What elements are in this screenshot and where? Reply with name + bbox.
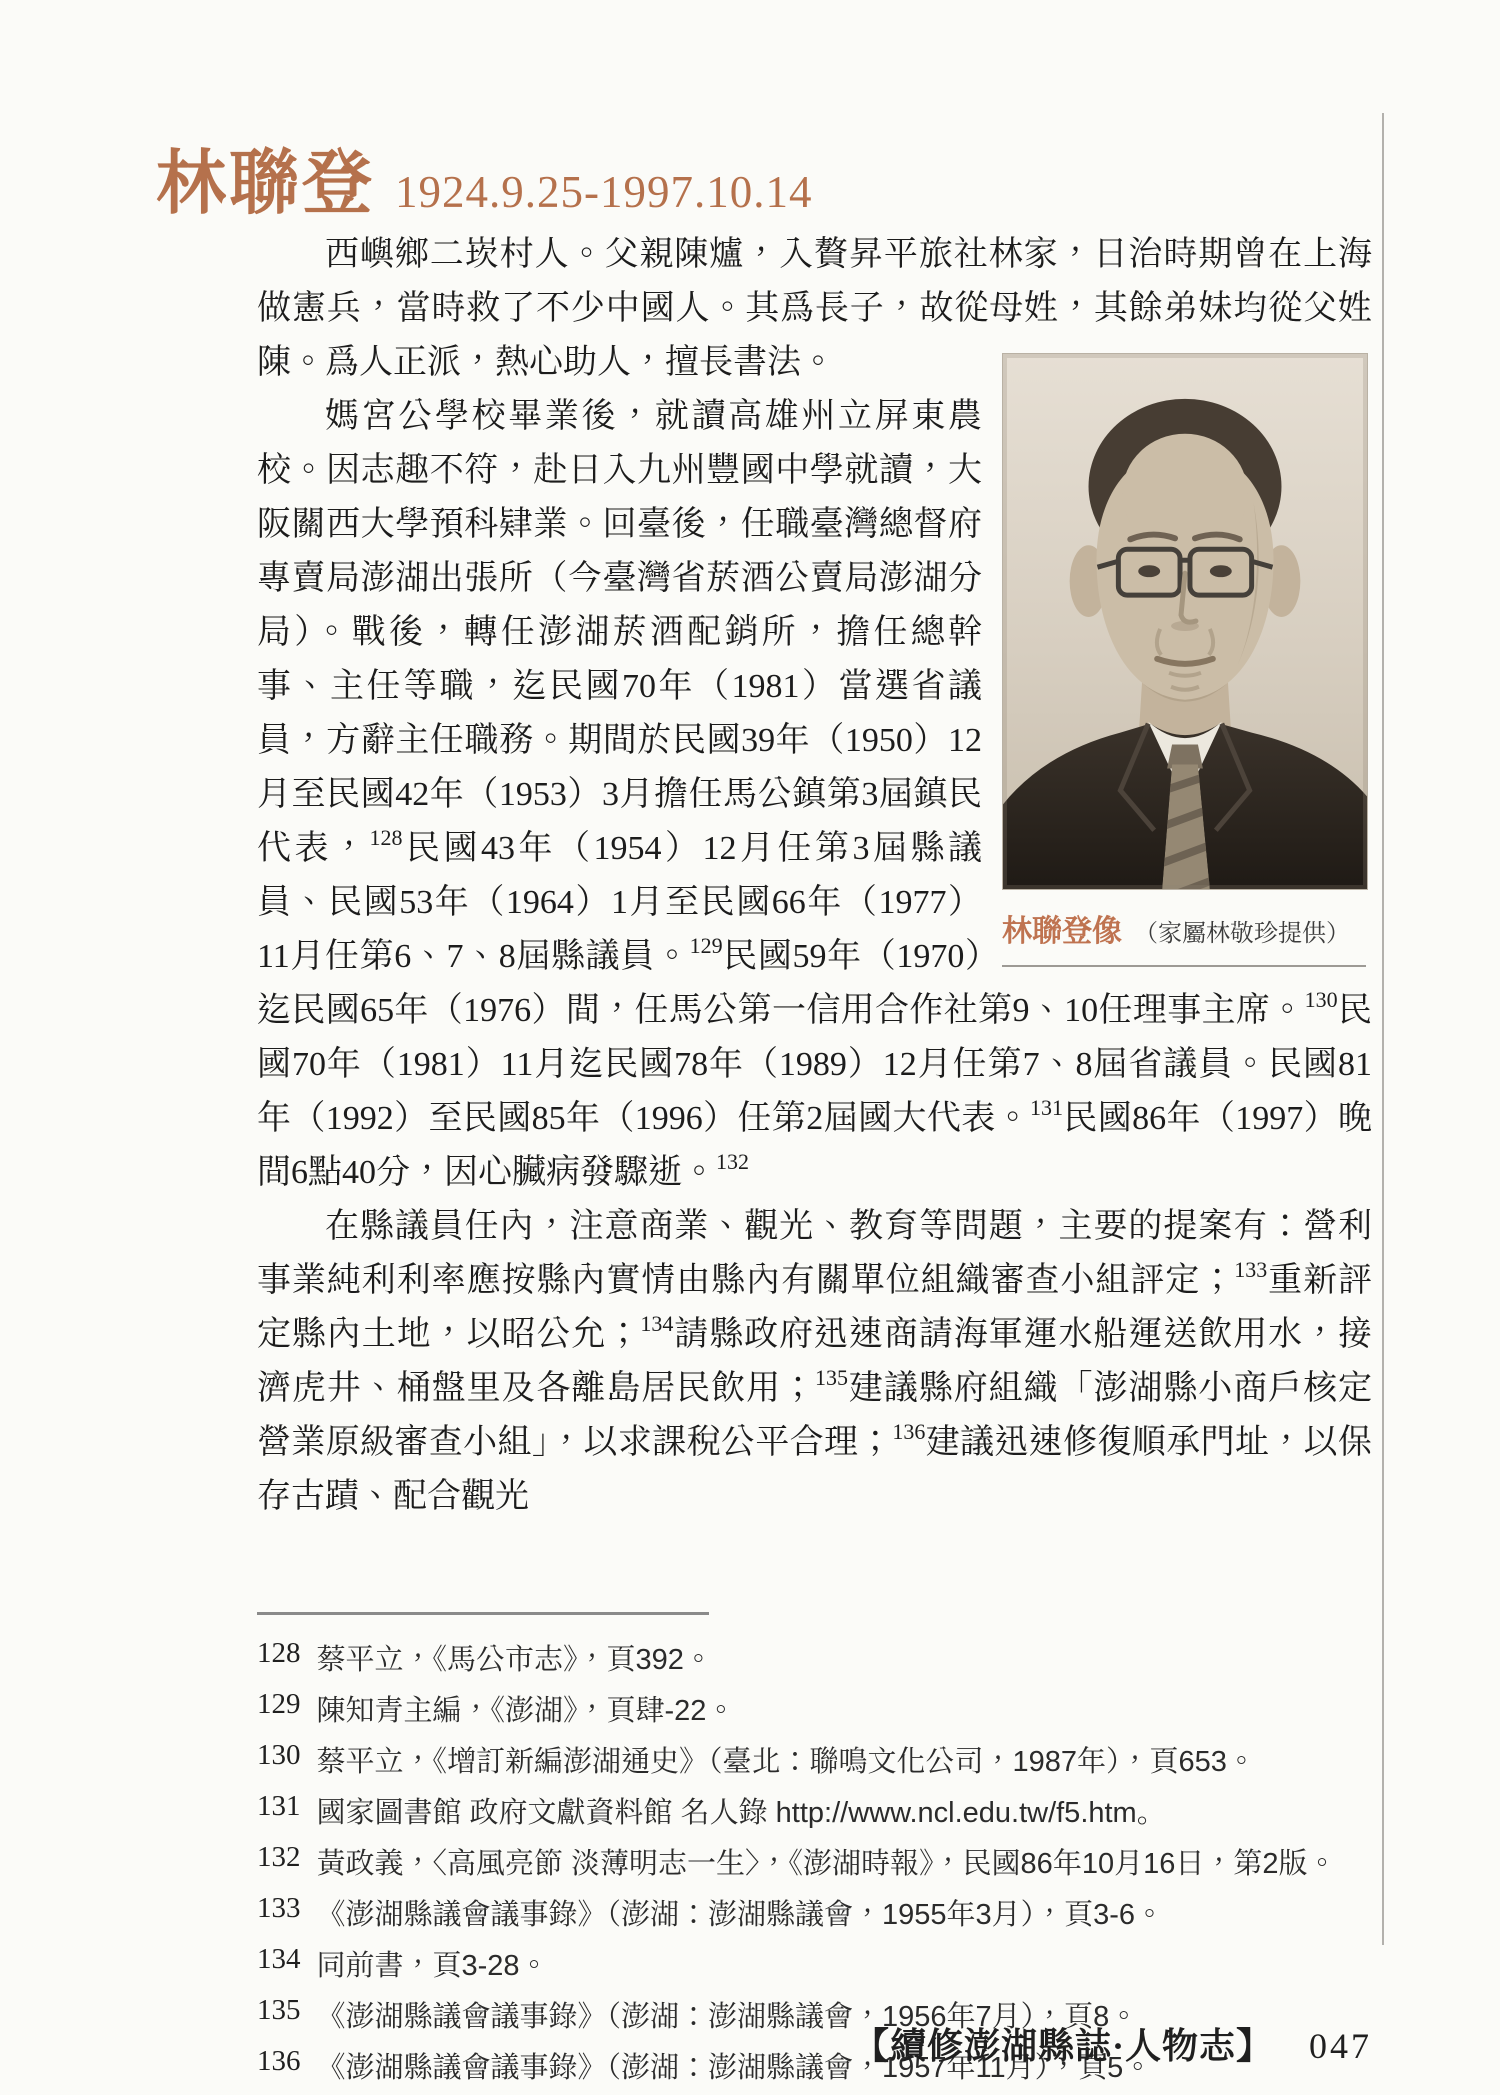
page-number: 047 <box>1309 2026 1372 2066</box>
caption-divider <box>1002 965 1366 967</box>
page-margin-rule <box>1382 113 1384 1945</box>
footnote-ref: 136 <box>892 1419 926 1444</box>
footnote-text: 黃政義，〈高風亮節 淡薄明志一生〉，《澎湖時報》，民國86年10月16日，第2版。 <box>316 1848 1337 1880</box>
body-text: 西嶼鄉二崁村人。父親陳爐，入贅昇平旅社林家，日治時期曾在上海做憲兵，當時救了不少中國人。其爲長子，故從母姓，其餘弟妹均從父姓陳。爲人正派，熱心助人，擅長書法。 <box>257 236 1372 381</box>
photo-caption <box>1002 906 1368 950</box>
footnote-item <box>257 1682 1373 1733</box>
footnote-ref: 130 <box>1304 987 1338 1012</box>
footnote-ref: 129 <box>689 933 723 958</box>
footnote-number: 129 <box>257 1688 301 1720</box>
footnote-number: 132 <box>257 1841 301 1873</box>
footnote-item <box>257 1835 1373 1886</box>
body-text: 建議迅速修復順承門址，以保存古蹟、配合觀光 <box>257 1424 1373 1515</box>
footnote-ref: 132 <box>716 1149 749 1174</box>
body-text: 民國43年（1954）12月任第3屆縣議員、民國53年（1964）1月至民國66年（1977）11月任第6、7、8屆縣議員。 <box>257 830 982 975</box>
footnote-ref: 128 <box>369 825 403 850</box>
footnote-number: 131 <box>257 1790 301 1822</box>
body-text: 在縣議員任內，注意商業、觀光、教育等問題，主要的提案有：營利事業純利利率應按縣內實情由縣內有關單位組織審查小組評定； <box>257 1208 1372 1299</box>
body-text: 民國59年（1970）迄民國65年（1976）間，任馬公第一信用合作社第9、10任理事主席。 <box>257 938 1305 1029</box>
footnote-text: 《澎湖縣議會議事錄》（澎湖：澎湖縣議會，1956年7月），頁8。 <box>316 2001 1139 2033</box>
body-text: 民國86年（1997）晚間6點40分，因心臟病發驟逝。 <box>257 1100 1373 1191</box>
footnote-text: 國家圖書館 政府文獻資料館 名人錄 http://www.ncl.edu.tw/f5.htm。 <box>316 1797 1166 1829</box>
footnote-number: 130 <box>257 1739 301 1771</box>
footnote-separator <box>257 1612 709 1615</box>
footnote-ref: 135 <box>815 1365 848 1390</box>
photo-caption-credit: （家屬林敬珍提供） <box>1134 920 1350 947</box>
body-text: 重新評定縣內土地，以昭公允； <box>257 1262 1373 1353</box>
paragraph-proposals <box>257 1200 1372 1524</box>
footnote-number: 135 <box>257 1994 301 2026</box>
photo-caption-title: 林聯登像 <box>1002 915 1122 948</box>
footnote-item <box>257 1886 1373 1937</box>
body-text: 民國70年（1981）11月迄民國78年（1989）12月任第7、8屆省議員。民國81年（1992）至民國85年（1996）任第2屆國大代表。 <box>257 992 1373 1137</box>
life-dates: 1924.9.25-1997.10.14 <box>395 167 813 217</box>
footnote-text: 蔡平立，《增訂新編澎湖通史》（臺北：聯鳴文化公司，1987年），頁653。 <box>316 1746 1256 1778</box>
portrait-figure <box>1002 353 1368 967</box>
footnote-text: 陳知青主編，《澎湖》，頁肆-22。 <box>316 1695 736 1727</box>
footnote-ref: 133 <box>1234 1257 1268 1282</box>
portrait-photo <box>1002 353 1368 890</box>
person-name: 林聯登 <box>156 146 375 223</box>
footnote-number: 133 <box>257 1892 301 1924</box>
body-text: 請縣政府迅速商請海軍運水船運送飲用水，接濟虎井、桶盤里及各離島居民飲用； <box>257 1316 1373 1407</box>
page-footer <box>853 2018 1372 2069</box>
footnote-item <box>257 1631 1373 1682</box>
portrait-illustration <box>1003 354 1367 889</box>
footnote-item <box>257 1784 1373 1835</box>
footnote-item <box>257 1733 1373 1784</box>
footnote-number: 136 <box>257 2045 301 2077</box>
footnote-text: 《澎湖縣議會議事錄》（澎湖：澎湖縣議會，1955年3月），頁3-6。 <box>316 1899 1165 1931</box>
book-title: 【續修澎湖縣誌·人物志】 <box>852 2026 1273 2066</box>
footnote-text: 同前書，頁3-28。 <box>316 1950 549 1982</box>
footnote-ref: 134 <box>640 1311 674 1336</box>
body-text: 建議縣府組織「澎湖縣小商戶核定營業原級審查小組」，以求課稅公平合理； <box>257 1370 1372 1461</box>
footnote-number: 128 <box>257 1637 301 1669</box>
footnote-ref: 131 <box>1029 1095 1063 1120</box>
footnote-text: 蔡平立，《馬公市志》，頁392。 <box>316 1644 713 1676</box>
footnote-text: 《澎湖縣議會議事錄》（澎湖：澎湖縣議會，1957年11月），頁5。 <box>316 2052 1153 2084</box>
title-block <box>156 146 813 223</box>
footnote-item <box>257 1937 1373 1988</box>
body-text: 媽宮公學校畢業後，就讀高雄州立屏東農校。因志趣不符，赴日入九州豐國中學就讀，大阪關西大學預科肄業。回臺後，任職臺灣總督府專賣局澎湖出張所（今臺灣省菸酒公賣局澎湖分局）。戰後，轉任澎湖菸酒配銷所，擔任總幹事、主任等職，迄民國70年（1981）當選省議員，方辭主任職務。期間於民國39年（1950）12月至民國42年（1953）3月擔任馬公鎮第3屆鎮民代表， <box>257 398 982 867</box>
footnote-number: 134 <box>257 1943 301 1975</box>
